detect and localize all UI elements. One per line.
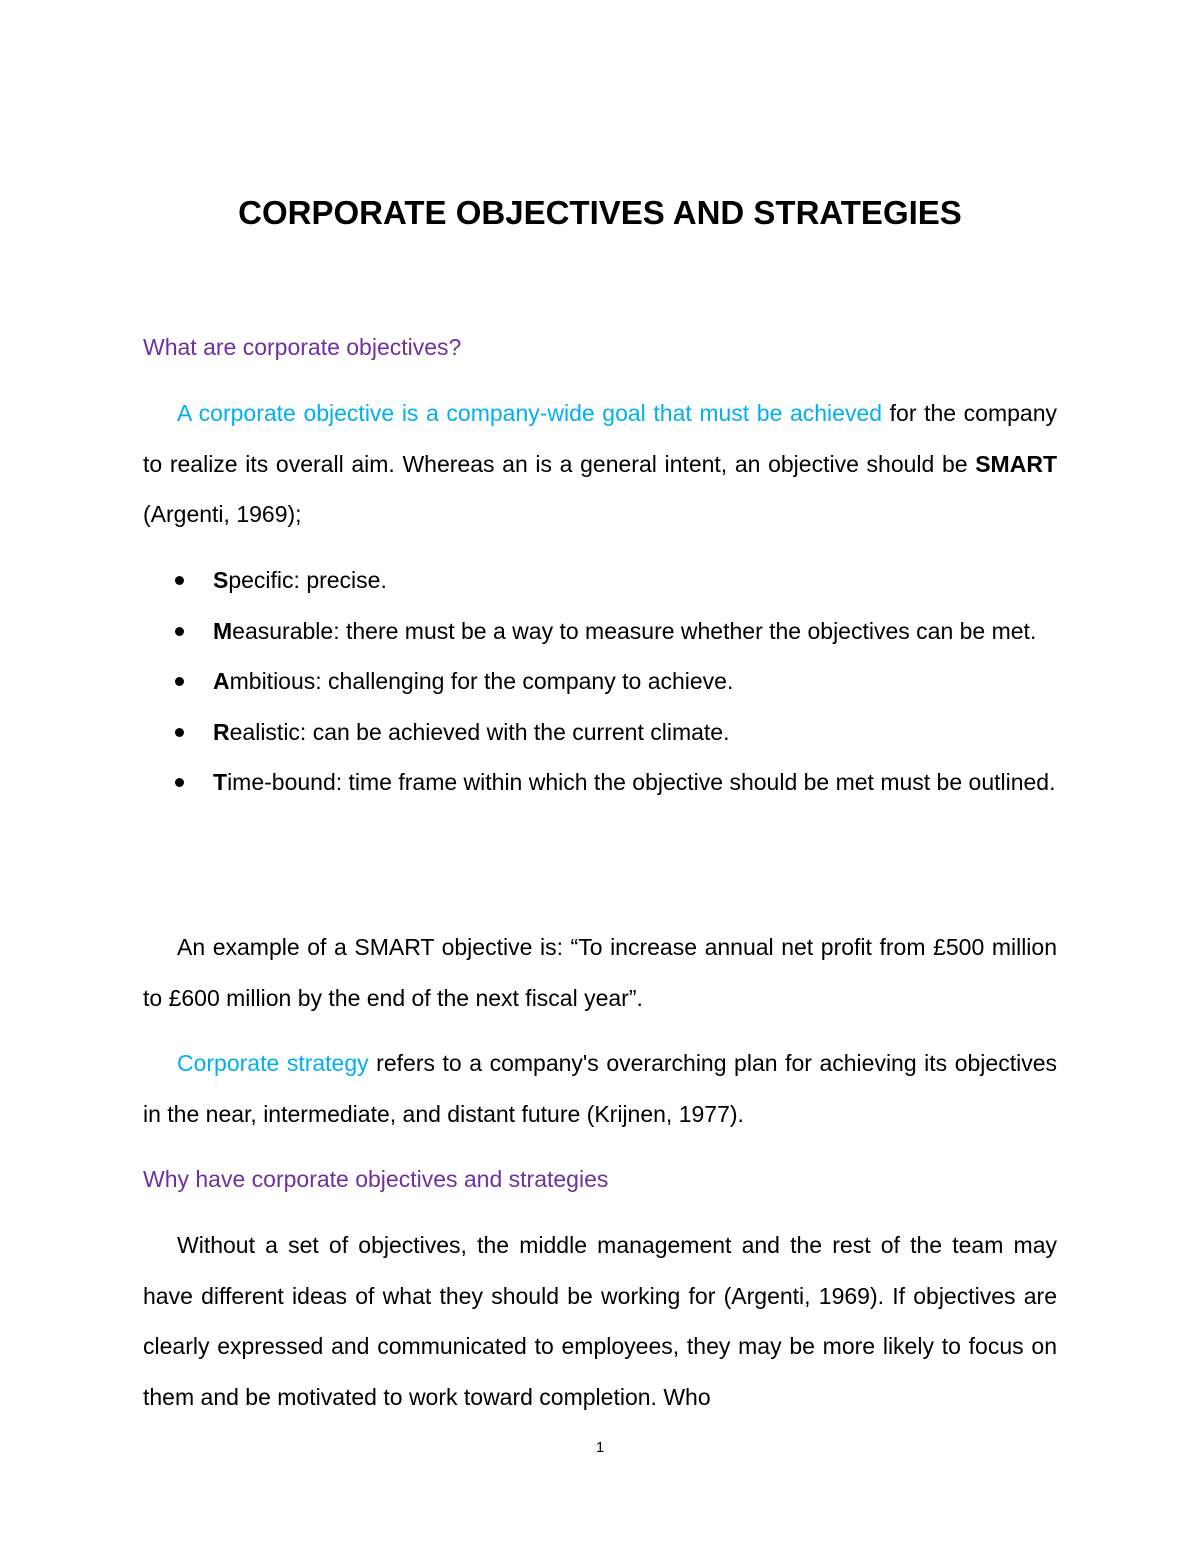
bullet-initial: T [213, 769, 228, 795]
paragraph-why [143, 1220, 1057, 1422]
section-heading-why: Why have corporate objectives and strategies [143, 1166, 609, 1192]
bullet-dot-icon [175, 627, 184, 636]
bullet-text: mbitious: challenging for the company to achieve. [229, 668, 734, 694]
section-heading-what: What are corporate objectives? [143, 334, 462, 360]
why-text: Without a set of objectives, the middle management and the rest of the team may have different ideas of what they should be working for (Argenti, 1969). If objectives are clearly expressed and communicated to employees, they may be more likely to focus on them and be motivated to work toward completion. Who [143, 1232, 1057, 1410]
page-number: 1 [595, 1439, 605, 1456]
bullet-text: ealistic: can be achieved with the current climate. [229, 718, 730, 745]
bullet-text: easurable: there must be a way to measure whether the objectives can be met. [232, 617, 1037, 644]
definition-text-b: (Argenti, 1969); [143, 501, 302, 527]
bullet-dot-icon [175, 576, 184, 585]
bullet-time-bound [143, 757, 1057, 808]
smart-term: SMART [975, 450, 1057, 477]
definition-highlight: A corporate objective is a company-wide goal that must be achieved [177, 400, 883, 426]
strategy-text: refers to a company's overarching plan for achieving its objectives in the near, intermediate, and distant future (Krijnen, 1977). [143, 1050, 1057, 1127]
bullet-specific [143, 555, 1057, 606]
paragraph-strategy [143, 1038, 1057, 1139]
example-text: An example of a SMART objective is: “To increase annual net profit from £500 million to £600 million by the end of the next fiscal year”. [143, 934, 1057, 1011]
bullet-initial: S [213, 567, 229, 593]
strategy-highlight: Corporate strategy [177, 1050, 369, 1076]
bullet-text: pecific: precise. [228, 567, 387, 593]
bullet-dot-icon [175, 728, 184, 737]
bullet-dot-icon [175, 677, 184, 686]
bullet-ambitious [143, 656, 1057, 707]
bullet-initial: A [213, 668, 230, 694]
smart-bullet-list [143, 555, 1057, 808]
document-title: CORPORATE OBJECTIVES AND STRATEGIES [238, 194, 962, 231]
bullet-initial: R [213, 718, 230, 745]
bullet-realistic [143, 707, 1057, 758]
bullet-measurable [143, 606, 1057, 657]
paragraph-example [143, 922, 1057, 1023]
paragraph-definition [143, 388, 1057, 540]
bullet-text: ime-bound: time frame within which the objective should be met must be outlined. [227, 769, 1056, 795]
definition-text-a: for the company to realize its overall aim. Whereas an is a general intent, an objective should be [143, 400, 1057, 477]
bullet-dot-icon [175, 778, 184, 787]
bullet-initial: M [213, 617, 233, 644]
